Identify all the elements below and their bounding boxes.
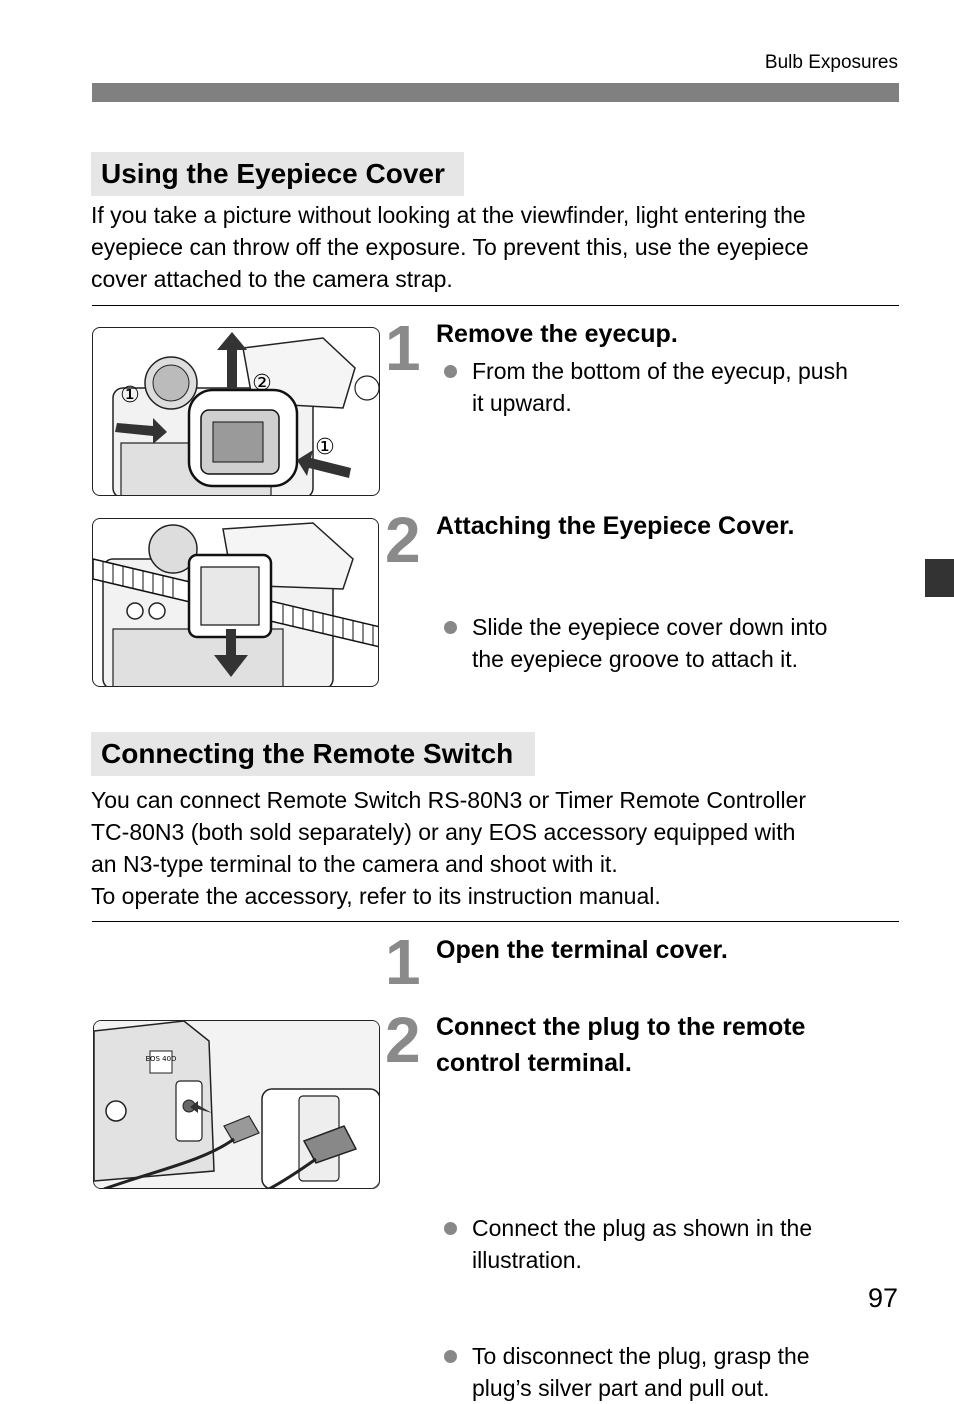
step-number: 2 [385, 504, 421, 576]
section-intro-remote [91, 784, 901, 912]
section-divider [92, 921, 899, 922]
step-title: Attaching the Eyepiece Cover. [436, 512, 795, 540]
bullet-line: the eyepiece groove to attach it. [472, 646, 799, 672]
bullet-dot [444, 1350, 457, 1363]
bullet-line: To disconnect the plug, grasp the [472, 1343, 810, 1369]
illustration-remote-terminal [93, 1020, 380, 1189]
bullet-line: it upward. [472, 390, 572, 416]
step-title-line: Connect the plug to the remote [436, 1013, 806, 1041]
bullet-line: illustration. [472, 1247, 582, 1273]
step-title: Open the terminal cover. [436, 936, 728, 964]
illustration-attach-eyepiece-cover [92, 518, 379, 687]
intro-line: cover attached to the camera strap. [91, 266, 453, 292]
section-intro-eyepiece [91, 199, 901, 295]
callout-label: ① [315, 435, 335, 460]
page-number: 97 [867, 1283, 898, 1313]
step-bullet [436, 1212, 942, 1276]
bullet-dot [444, 1222, 457, 1235]
section-divider [92, 305, 899, 306]
bullet-line: Connect the plug as shown in the [472, 1215, 813, 1241]
callout-label: ② [252, 371, 272, 396]
intro-line: eyepiece can throw off the exposure. To prevent this, use the eyepiece [91, 234, 809, 260]
illustration-remove-eyecup [92, 327, 380, 496]
section-heading-eyepiece-cover: Using the Eyepiece Cover [91, 152, 464, 196]
chapter-side-tab [925, 559, 954, 597]
running-header: Bulb Exposures [764, 52, 898, 73]
step-title: Remove the eyecup. [436, 320, 678, 348]
bullet-line: plug’s silver part and pull out. [472, 1375, 770, 1401]
bullet-line: Slide the eyepiece cover down into [472, 614, 828, 640]
intro-line: You can connect Remote Switch RS-80N3 or Timer Remote Controller [91, 787, 807, 813]
bullet-line: From the bottom of the eyecup, push [472, 358, 848, 384]
intro-line: an N3-type terminal to the camera and shoot with it. [91, 851, 618, 877]
step-number: 1 [385, 926, 421, 998]
callout-label: ① [120, 383, 140, 408]
step-number: 2 [385, 1004, 421, 1076]
model-label: EOS 40D [145, 1055, 177, 1063]
section-heading-remote-switch: Connecting the Remote Switch [91, 732, 535, 776]
step-title-line: control terminal. [436, 1049, 632, 1077]
step-title [436, 1009, 805, 1081]
step-bullet [436, 611, 942, 675]
header-bar [92, 83, 899, 102]
bullet-dot [444, 365, 457, 378]
step-number: 1 [385, 312, 421, 384]
step-bullet [436, 355, 942, 419]
bullet-dot [444, 621, 457, 634]
intro-line: To operate the accessory, refer to its instruction manual. [91, 883, 661, 909]
intro-line: TC-80N3 (both sold separately) or any EOS accessory equipped with [91, 819, 796, 845]
intro-line: If you take a picture without looking at the viewfinder, light entering the [91, 202, 806, 228]
step-bullet [436, 1340, 942, 1404]
